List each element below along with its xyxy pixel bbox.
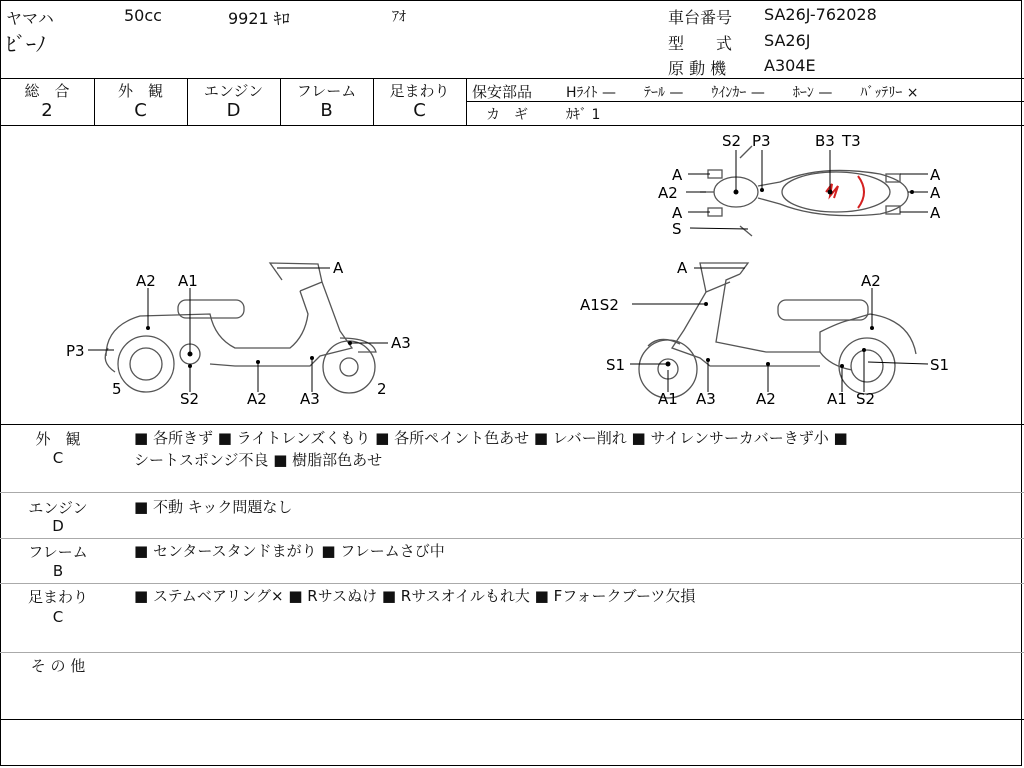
diagram-label: 2 [377,380,387,398]
diagram-label: A [677,259,688,277]
scooter-damage-diagram [0,126,1024,424]
suspension-remark-grade: C [52,608,64,626]
engine-type: A304E [764,56,816,75]
frame-remark-text: ■ センタースタンドまがり ■ フレームさび中 [134,542,445,560]
diagram-label: S2 [722,132,742,150]
other-remark-label: そ の 他 [30,657,86,675]
diagram-label: T3 [842,132,861,150]
diagram-label: A [930,184,941,202]
engine-grade-label: エンジン [203,82,264,100]
diagram-label: S2 [856,390,876,408]
diagram-label: A2 [658,184,678,202]
diagram-label: S1 [606,356,626,374]
divider [0,492,1024,493]
frame-grade-label: フレーム [296,82,357,100]
exterior-remark-grade: C [52,449,64,467]
diagram-label: A3 [300,390,320,408]
safety-parts-items: Hﾗｲﾄ — ﾃｰﾙ — ｳｲﾝｶｰ — ﾎｰﾝ — ﾊﾞｯﾃﾘｰ × [566,85,919,101]
diagram-label: S [672,220,682,238]
diagram-label: A [333,259,344,277]
frame-remark-label: フレーム [28,543,88,561]
diagram-label: A [930,204,941,222]
diagram-label: B3 [815,132,835,150]
exterior-remark-line2: シートスポンジ不良 ■ 樹脂部色あせ [134,451,383,469]
diagram-label: 5 [112,380,122,398]
diagram-label: A1 [658,390,678,408]
diagram-label: A3 [696,390,716,408]
diagram-label: A1 [827,390,847,408]
maker: ヤマハ [6,9,54,28]
total-grade-label: 総 合 [24,82,70,100]
mileage: 9921 ｷﾛ [228,9,290,28]
key-label: カ ギ [486,107,528,123]
top-view-scooter [700,146,908,236]
diagram-label: A2 [756,390,776,408]
divider [0,78,1024,79]
color: ｱｵ [392,9,406,25]
divider [0,652,1024,653]
diagram-label: A [672,166,683,184]
exterior-grade: C [134,100,147,121]
displacement: 50cc [124,6,162,25]
divider [0,538,1024,539]
diagram-label: A1S2 [580,296,619,314]
diagram-label: A2 [247,390,267,408]
suspension-grade-label: 足まわり [389,82,450,100]
divider [0,583,1024,584]
frame-grade: B [320,100,333,121]
diagram-label: P3 [66,342,85,360]
suspension-remark-label: 足まわり [27,588,88,606]
diagram-label: A [930,166,941,184]
engine-remark-grade: D [52,517,64,535]
diagram-label: S2 [180,390,200,408]
frame-no-label: 車台番号 [668,8,733,27]
suspension-remark-text: ■ ステムベアリング× ■ Rサスぬけ ■ Rサスオイルもれ大 ■ Fフォークブーツ欠損 [134,587,696,605]
engine-grade: D [226,100,241,121]
diagram-label: A2 [861,272,881,290]
key-value: ｶｷﾞ 1 [566,107,601,123]
diagram-label: P3 [752,132,771,150]
engine-type-label: 原 動 機 [668,59,727,78]
exterior-remark-line1: ■ 各所きず ■ ライトレンズくもり ■ 各所ペイント色あせ ■ レバー削れ ■ サイレンサーカバーきず小 ■ [134,429,848,447]
engine-remark-text: ■ 不動 キック問題なし [134,498,293,516]
exterior-remark-label: 外 観 [35,430,81,448]
divider [0,424,1024,425]
divider [0,719,1024,720]
frame-remark-grade: B [52,562,64,580]
diagram-label: A2 [136,272,156,290]
total-grade: 2 [41,100,53,121]
diagram-label: A [672,204,683,222]
engine-remark-label: エンジン [28,499,88,517]
suspension-grade: C [413,100,426,121]
type-value: SA26J [764,31,811,50]
diagram-label: S1 [930,356,950,374]
diagram-label: A1 [178,272,198,290]
type-label: 型 式 [668,34,733,53]
diagram-label: A3 [391,334,411,352]
safety-parts-label: 保安部品 [472,83,533,101]
exterior-grade-label: 外 観 [117,82,163,100]
frame-no: SA26J-762028 [764,5,877,24]
model-name: ﾋﾞｰﾉ [6,32,46,56]
